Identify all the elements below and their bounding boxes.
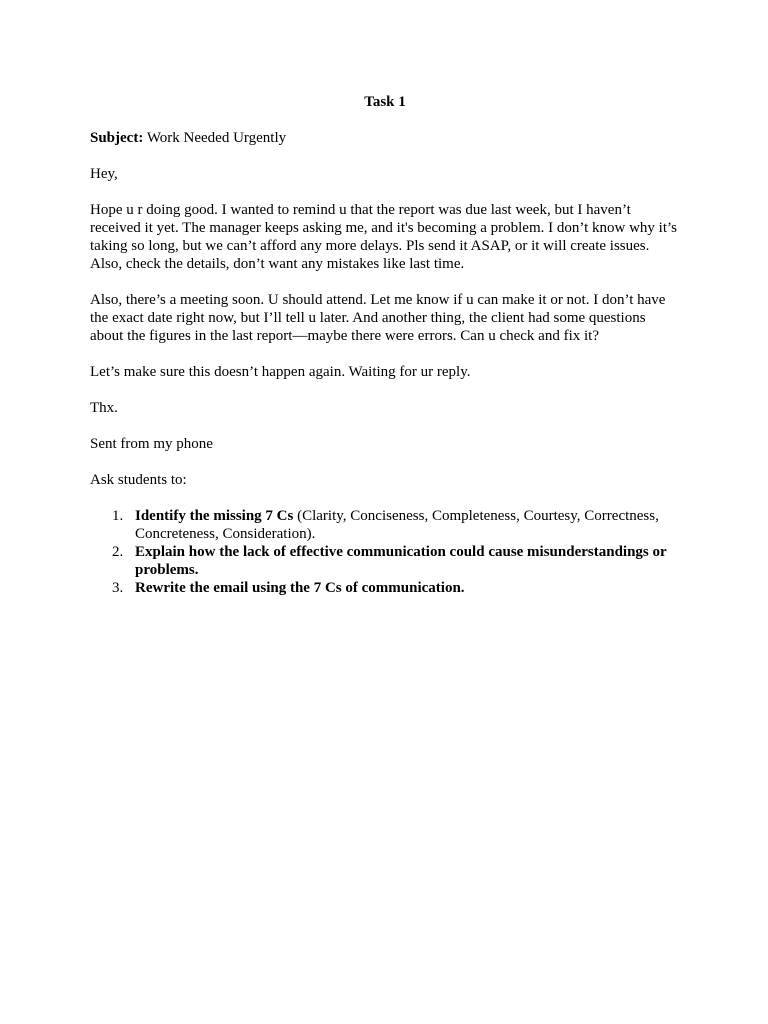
instruction-bold-text: Rewrite the email using the 7 Cs of communication. bbox=[135, 580, 465, 596]
email-paragraph-1: Hope u r doing good. I wanted to remind u that the report was due last week, but I haven’t received it yet. The manager keeps asking me, and it's becoming a problem. I don’t know why it’s taking so long, but we can’t afford any more delays. Pls send it ASAP, or it will create issues. Also, check the details, don’t want any mistakes like last time. bbox=[90, 202, 677, 272]
instruction-bold-text: Explain how the lack of effective communication could cause misunderstandings or problems. bbox=[135, 544, 667, 578]
instructions-list bbox=[90, 507, 680, 597]
subject-line bbox=[90, 129, 680, 147]
email-signature: Sent from my phone bbox=[90, 436, 213, 452]
instruction-item bbox=[90, 579, 680, 597]
subject-text: Work Needed Urgently bbox=[146, 130, 287, 146]
document-page bbox=[90, 93, 680, 597]
instruction-bold-text: Identify the missing 7 Cs bbox=[135, 508, 294, 524]
subject-label: Subject: bbox=[90, 130, 144, 146]
instruction-item bbox=[90, 507, 680, 543]
email-greeting: Hey, bbox=[90, 166, 118, 182]
email-paragraph-3: Let’s make sure this doesn’t happen again. Waiting for ur reply. bbox=[90, 364, 471, 380]
instructions-intro: Ask students to: bbox=[90, 472, 187, 488]
email-signoff: Thx. bbox=[90, 400, 118, 416]
instruction-number: 1. bbox=[112, 508, 124, 524]
email-paragraph-2: Also, there’s a meeting soon. U should attend. Let me know if u can make it or not. I don’t have the exact date right now, but I’ll tell u later. And another thing, the client had some questions about the figures in the last report—maybe there were errors. Can u check and fix it? bbox=[90, 292, 666, 344]
instruction-rest-text: (Clarity, Conciseness, Completeness, Courtesy, Correctness, Concreteness, Consideration). bbox=[135, 508, 659, 542]
instruction-number: 2. bbox=[112, 544, 124, 560]
document-title: Task 1 bbox=[364, 94, 406, 110]
instruction-number: 3. bbox=[112, 580, 124, 596]
instruction-item bbox=[90, 543, 680, 579]
